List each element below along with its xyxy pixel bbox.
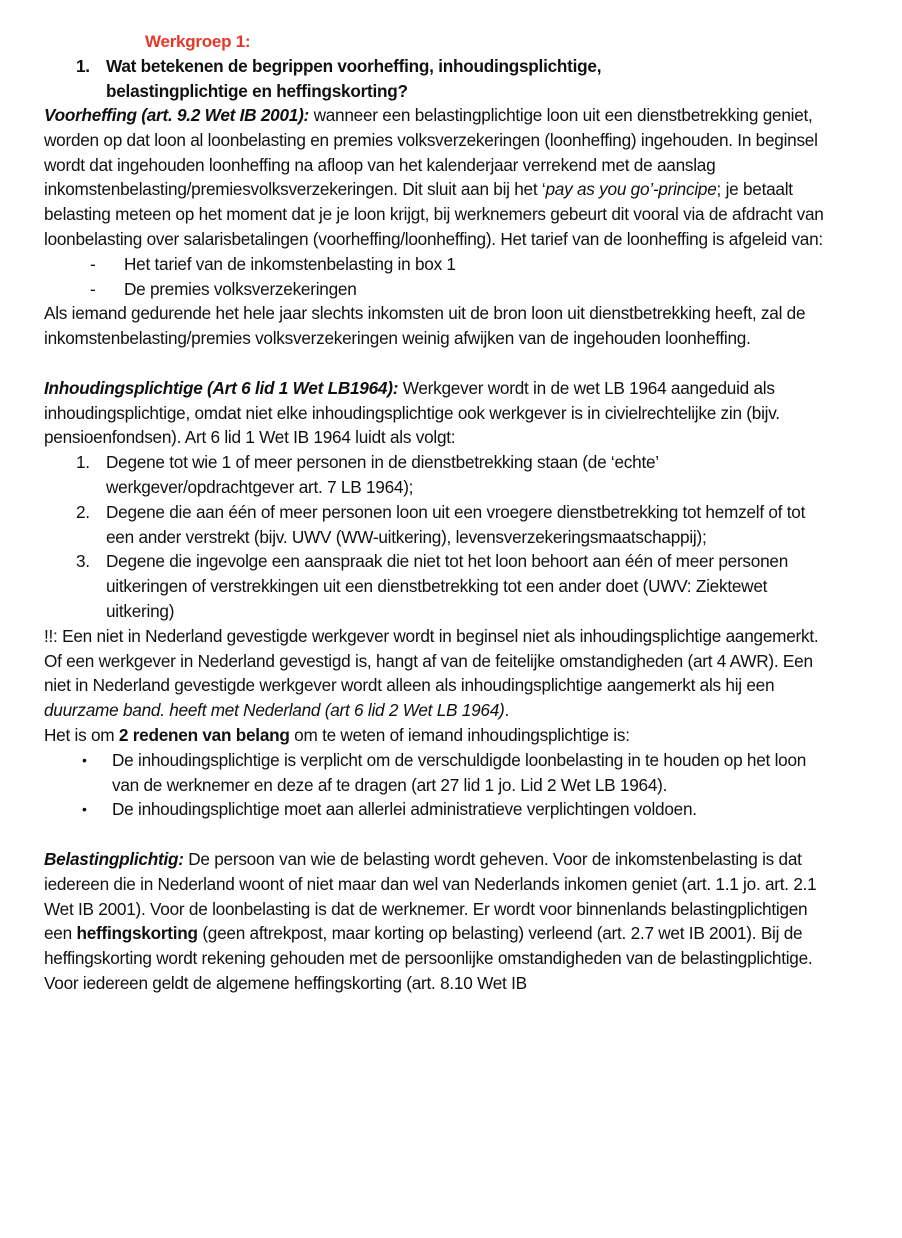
belastingplichtig-text-2: (geen aftrekpost, maar korting op belasting) verleend (art. 2.7 wet IB 2001). Bij de heffingskorting wordt rekening gehouden met de persoonlijke omstandigheden van de belastingplichtige. Voor iedereen geldt de algemene heffingskorting (art. 8.10 Wet IB xyxy=(44,923,813,993)
note-paragraph xyxy=(44,624,824,723)
list-item-text: De inhoudingsplichtige is verplicht om de verschuldigde loonbelasting in te houden op het loon van de werknemer en deze af te dragen (art 27 lid 1 jo. Lid 2 Wet LB 1964). xyxy=(112,749,807,795)
bullet-marker: • xyxy=(82,801,87,818)
list-item-text: Het tarief van de inkomstenbelasting in box 1 xyxy=(124,253,456,274)
reasons-bold: 2 redenen van belang xyxy=(118,724,290,745)
list-item xyxy=(44,277,844,302)
question-item xyxy=(44,54,844,103)
reasons-text-pre: Het is om xyxy=(44,724,119,745)
list-item xyxy=(44,500,844,550)
voorheffing-text-1: wanneer een belastingplichtige loon uit een dienstbetrekking geniet, worden op dat loon al loonbelasting en premies volksverzekeringen (loonheffing) ingehouden. In beginsel wordt dat ingehouden loonheffing na afloop van het kalenderjaar verrekend met de aanslag inkomstenbelasting/premiesvolksverzekeringen. Dit sluit aan bij het ‘ xyxy=(44,105,818,200)
inhoudingsplichtige-paragraph xyxy=(44,376,834,450)
heffingskorting-bold: heffingskorting xyxy=(76,923,198,944)
list-item xyxy=(44,549,844,623)
belastingplichtig-term: Belastingplichtig: xyxy=(44,848,184,869)
question-text: Wat betekenen de begrippen voorheffing, inhoudingsplichtige, belastingplichtige en heffingskorting? xyxy=(106,56,602,101)
list-item xyxy=(44,450,844,500)
list-item-text: De inhoudingsplichtige moet aan allerlei administratieve verplichtingen voldoen. xyxy=(112,799,697,820)
list-item-text: De premies volksverzekeringen xyxy=(124,278,357,299)
list-item xyxy=(44,748,844,798)
list-item-text: Degene tot wie 1 of meer personen in de dienstbetrekking staan (de ‘echte’ werkgever/opdrachtgever art. 7 LB 1964); xyxy=(106,452,659,497)
question-number: 1. xyxy=(76,56,90,76)
note-end: . xyxy=(504,700,510,721)
reasons-list xyxy=(44,748,844,822)
list-item-text: Degene die ingevolge een aanspraak die niet tot het loon behoort aan één of meer personen uitkeringen of verstrekkingen uit een dienstbetrekking tot een ander doet (UWV: Ziektewet uitkering) xyxy=(106,551,789,621)
belastingplichtig-paragraph xyxy=(44,847,834,996)
note-italic: duurzame band. heeft met Nederland (art 6 lid 2 Wet LB 1964) xyxy=(44,700,505,721)
voorheffing-text-2: ; je betaalt belasting meteen op het moment dat je je loon krijgt, bij werknemers gebeurt dit vooral via de afdracht van loonbelasting over salarisbetalingen (voorheffing/loonheffing). Het tarief van de loonheffing is afgeleid van: xyxy=(44,179,824,249)
number-marker: 1. xyxy=(76,452,90,473)
belastingplichtig-text-1: De persoon van wie de belasting wordt geheven. Voor de inkomstenbelasting is dat iedereen die in Nederland woont of niet maar dan wel van Nederlands inkomen geniet (art. 1.1 jo. art. 2.1 Wet IB 2001). Voor de loonbelasting is dat de werknemer. Er wordt voor binnenlands belastingplichtigen een xyxy=(44,848,817,944)
reasons-text-post: om te weten of iemand inhoudingsplichtige is: xyxy=(289,724,630,745)
list-item-text: Degene die aan één of meer personen loon uit een vroegere dienstbetrekking tot hemzelf of tot een ander verstrekt (bijv. UWV (WW-uitkering), levensverzekeringsmaatschappij); xyxy=(106,501,806,547)
question-list xyxy=(44,54,844,103)
number-marker: 3. xyxy=(76,551,90,572)
paragraph-gap xyxy=(44,351,844,376)
list-item xyxy=(44,252,844,277)
dash-marker: - xyxy=(90,278,96,299)
inhoudingsplichtige-list xyxy=(44,450,844,624)
note-text: !!: Een niet in Nederland gevestigde werkgever wordt in beginsel niet als inhoudingsplichtige aangemerkt. Of een werkgever in Nederland gevestigd is, hangt af van de feitelijke omstandigheden (art 4 AWR). Een niet in Nederland gevestigde werkgever wordt alleen als inhoudingsplichtige aangemerkt als hij een xyxy=(44,625,819,696)
voorheffing-term: Voorheffing (art. 9.2 Wet IB 2001): xyxy=(44,105,310,125)
reasons-paragraph xyxy=(44,723,844,748)
voorheffing-italic: pay as you go’-principe xyxy=(545,179,717,200)
list-item xyxy=(44,797,844,822)
voorheffing-paragraph xyxy=(44,103,834,252)
inhoudingsplichtige-text: Werkgever wordt in de wet LB 1964 aangeduid als inhoudingsplichtige, omdat niet elke inhoudingsplichtige ook werkgever is in civielrechtelijke zin (bijv. pensioenfondsen). Art 6 lid 1 Wet IB 1964 luidt als volgt: xyxy=(44,377,780,448)
voorheffing-list xyxy=(44,252,844,302)
section-heading: Werkgroep 1: xyxy=(145,32,251,51)
voorheffing-closing: Als iemand gedurende het hele jaar slechts inkomsten uit de bron loon uit dienstbetrekking heeft, zal de inkomstenbelasting/premies volksverzekeringen weinig afwijken van de ingehouden loonheffing. xyxy=(44,303,806,349)
number-marker: 2. xyxy=(76,501,90,522)
bullet-marker: • xyxy=(82,751,87,768)
dash-marker: - xyxy=(90,253,96,274)
paragraph-gap xyxy=(44,822,844,847)
inhoudingsplichtige-term: Inhoudingsplichtige (Art 6 lid 1 Wet LB1964): xyxy=(44,377,399,398)
